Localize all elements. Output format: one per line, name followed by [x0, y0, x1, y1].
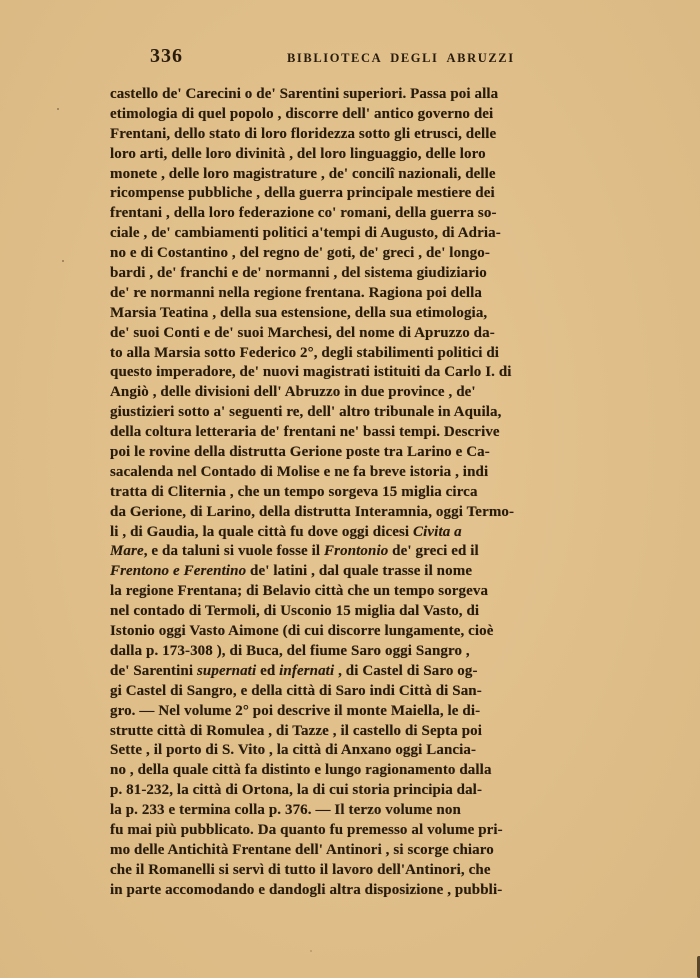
text-line [110, 125, 602, 145]
text-segment: Istonio oggi Vasto Aimone (di cui discorre lungamente, cioè [110, 623, 494, 640]
text-segment: de' latini , dal quale trasse il nome [246, 563, 473, 580]
text-line [110, 324, 602, 344]
text-segment: ricompense pubbliche , della guerra principale mestiere dei [110, 185, 495, 202]
text-line [110, 503, 602, 523]
text-line [110, 881, 602, 901]
text-line [110, 642, 602, 662]
text-line [110, 622, 602, 642]
text-segment: infernati [279, 662, 335, 679]
text-segment: monete , delle loro magistrature , de' concilî nazionali, delle [110, 165, 496, 182]
text-segment: nel contado di Termoli, di Usconio 15 miglia dal Vasto, di [110, 603, 480, 620]
text-segment: de' suoi Conti e de' suoi Marchesi, del nome di Apruzzo da- [110, 324, 495, 341]
text-line [110, 145, 602, 165]
text-line [110, 781, 602, 801]
text-segment: tratta di Cliternia , che un tempo sorgeva 15 miglia circa [110, 483, 478, 500]
text-line [110, 741, 602, 761]
text-line [110, 423, 602, 443]
text-segment: ed [256, 662, 280, 679]
text-segment: da Gerione, di Larino, della distrutta Interamnia, oggi Termo- [110, 503, 515, 520]
text-line [110, 264, 602, 284]
page-body [110, 85, 602, 901]
text-segment: Frontonio [324, 543, 389, 560]
text-segment: che il Romanelli si servì di tutto il lavoro dell'Antinori, che [110, 861, 491, 878]
text-segment: la regione Frentana; di Belavio città che un tempo sorgeva [110, 583, 489, 600]
paper-speck [57, 108, 59, 110]
paper-speck [310, 950, 312, 952]
text-segment: Angiò , delle divisioni dell' Abruzzo in due province , de' [110, 384, 476, 401]
text-segment: no e di Costantino , del regno de' goti, de' greci , de' longo- [110, 245, 490, 262]
text-segment: questo imperadore, de' nuovi magistrati istituiti da Carlo I. di [110, 364, 512, 381]
text-segment: gi Castel di Sangro, e della città di Saro indi Città di San- [110, 682, 482, 699]
text-segment: fu mai più pubblicato. Da quanto fu premesso al volume pri- [110, 821, 503, 838]
text-line [110, 582, 602, 602]
running-header: BIBLIOTECA DEGLI ABRUZZI [287, 51, 515, 65]
text-line [110, 244, 602, 264]
text-segment: bardi , de' franchi e de' normanni , del sistema giudiziario [110, 265, 487, 282]
text-segment: de' Sarentini [110, 662, 197, 679]
text-segment: in parte accomodando e dandogli altra disposizione , pubbli- [110, 881, 503, 898]
text-segment: ciale , de' cambiamenti politici a'tempi di Augusto, di Adria- [110, 225, 501, 242]
text-line [110, 861, 602, 881]
text-segment: de' re normanni nella regione frentana. Ragiona poi della [110, 284, 482, 301]
text-segment: strutte città di Romulea , di Tazze , il castello di Septa poi [110, 722, 483, 739]
text-line [110, 702, 602, 722]
text-segment: de' greci ed il [388, 543, 479, 560]
text-segment: Sette , il porto di S. Vito , la città di Anxano oggi Lancia- [110, 742, 477, 759]
text-line [110, 184, 602, 204]
text-segment: p. 81-232, la città di Ortona, la di cui storia principia dal- [110, 782, 483, 799]
text-line [110, 204, 602, 224]
text-segment: Frentani, dello stato di loro floridezza sotto gli etrusci, delle [110, 125, 497, 142]
text-line [110, 224, 602, 244]
text-segment: , e da taluni si vuole fosse il [143, 543, 325, 560]
text-segment: sacalenda nel Contado di Molise e ne fa breve istoria , indi [110, 463, 489, 480]
text-line [110, 383, 602, 403]
text-line [110, 463, 602, 483]
text-line [110, 304, 602, 324]
text-segment: mo delle Antichità Frentane dell' Antinori , si scorge chiaro [110, 841, 494, 858]
text-segment: poi le rovine della distrutta Gerione poste tra Larino e Ca- [110, 444, 490, 461]
text-segment: li , di Gaudia, la quale città fu dove oggi dicesi [110, 523, 414, 540]
text-segment: castello de' Carecini o de' Sarentini superiori. Passa poi alla [110, 86, 499, 102]
text-line [110, 85, 602, 105]
paper-speck [62, 260, 64, 262]
text-segment: giustizieri sotto a' seguenti re, dell' altro tribunale in Aquila, [110, 404, 502, 421]
text-segment: supernati [196, 662, 257, 679]
text-segment: gro. — Nel volume 2° poi descrive il monte Maiella, le di- [110, 702, 481, 719]
text-segment: Civita a [413, 523, 462, 540]
text-line [110, 841, 602, 861]
text-segment: dalla p. 173-308 ), di Buca, del fiume Saro oggi Sangro , [110, 642, 470, 659]
text-segment: la p. 233 e termina colla p. 376. — Il terzo volume non [110, 802, 461, 819]
text-line [110, 344, 602, 364]
text-line [110, 682, 602, 702]
text-line [110, 602, 602, 622]
text-line [110, 105, 602, 125]
text-line [110, 722, 602, 742]
text-line [110, 801, 602, 821]
text-line [110, 562, 602, 582]
page-number: 336 [150, 45, 183, 67]
text-line [110, 284, 602, 304]
text-line [110, 403, 602, 423]
text-line [110, 483, 602, 503]
text-segment: , di Castel di Saro og- [334, 662, 478, 679]
text-segment: della coltura letteraria de' frentani ne' bassi tempi. Descrive [110, 424, 500, 441]
text-line [110, 662, 602, 682]
text-line [110, 363, 602, 383]
text-segment: Frentono e Ferentino [110, 563, 247, 580]
text-line [110, 761, 602, 781]
text-segment: frentani , della loro federazione co' romani, della guerra so- [110, 205, 497, 222]
text-line [110, 542, 602, 562]
text-segment: Mare [110, 543, 144, 560]
text-segment: etimologia di quel popolo , discorre dell' antico governo dei [110, 105, 494, 122]
text-line [110, 821, 602, 841]
text-segment: to alla Marsia sotto Federico 2°, degli stabilimenti politici di [110, 344, 500, 361]
text-segment: no , della quale città fa distinto e lungo ragionamento dalla [110, 762, 492, 779]
text-line [110, 523, 602, 543]
text-segment: loro arti, delle loro divinità , del loro linguaggio, delle loro [110, 145, 486, 162]
text-line [110, 443, 602, 463]
text-segment: Marsia Teatina , della sua estensione, della sua etimologia, [110, 304, 488, 321]
text-line [110, 165, 602, 185]
